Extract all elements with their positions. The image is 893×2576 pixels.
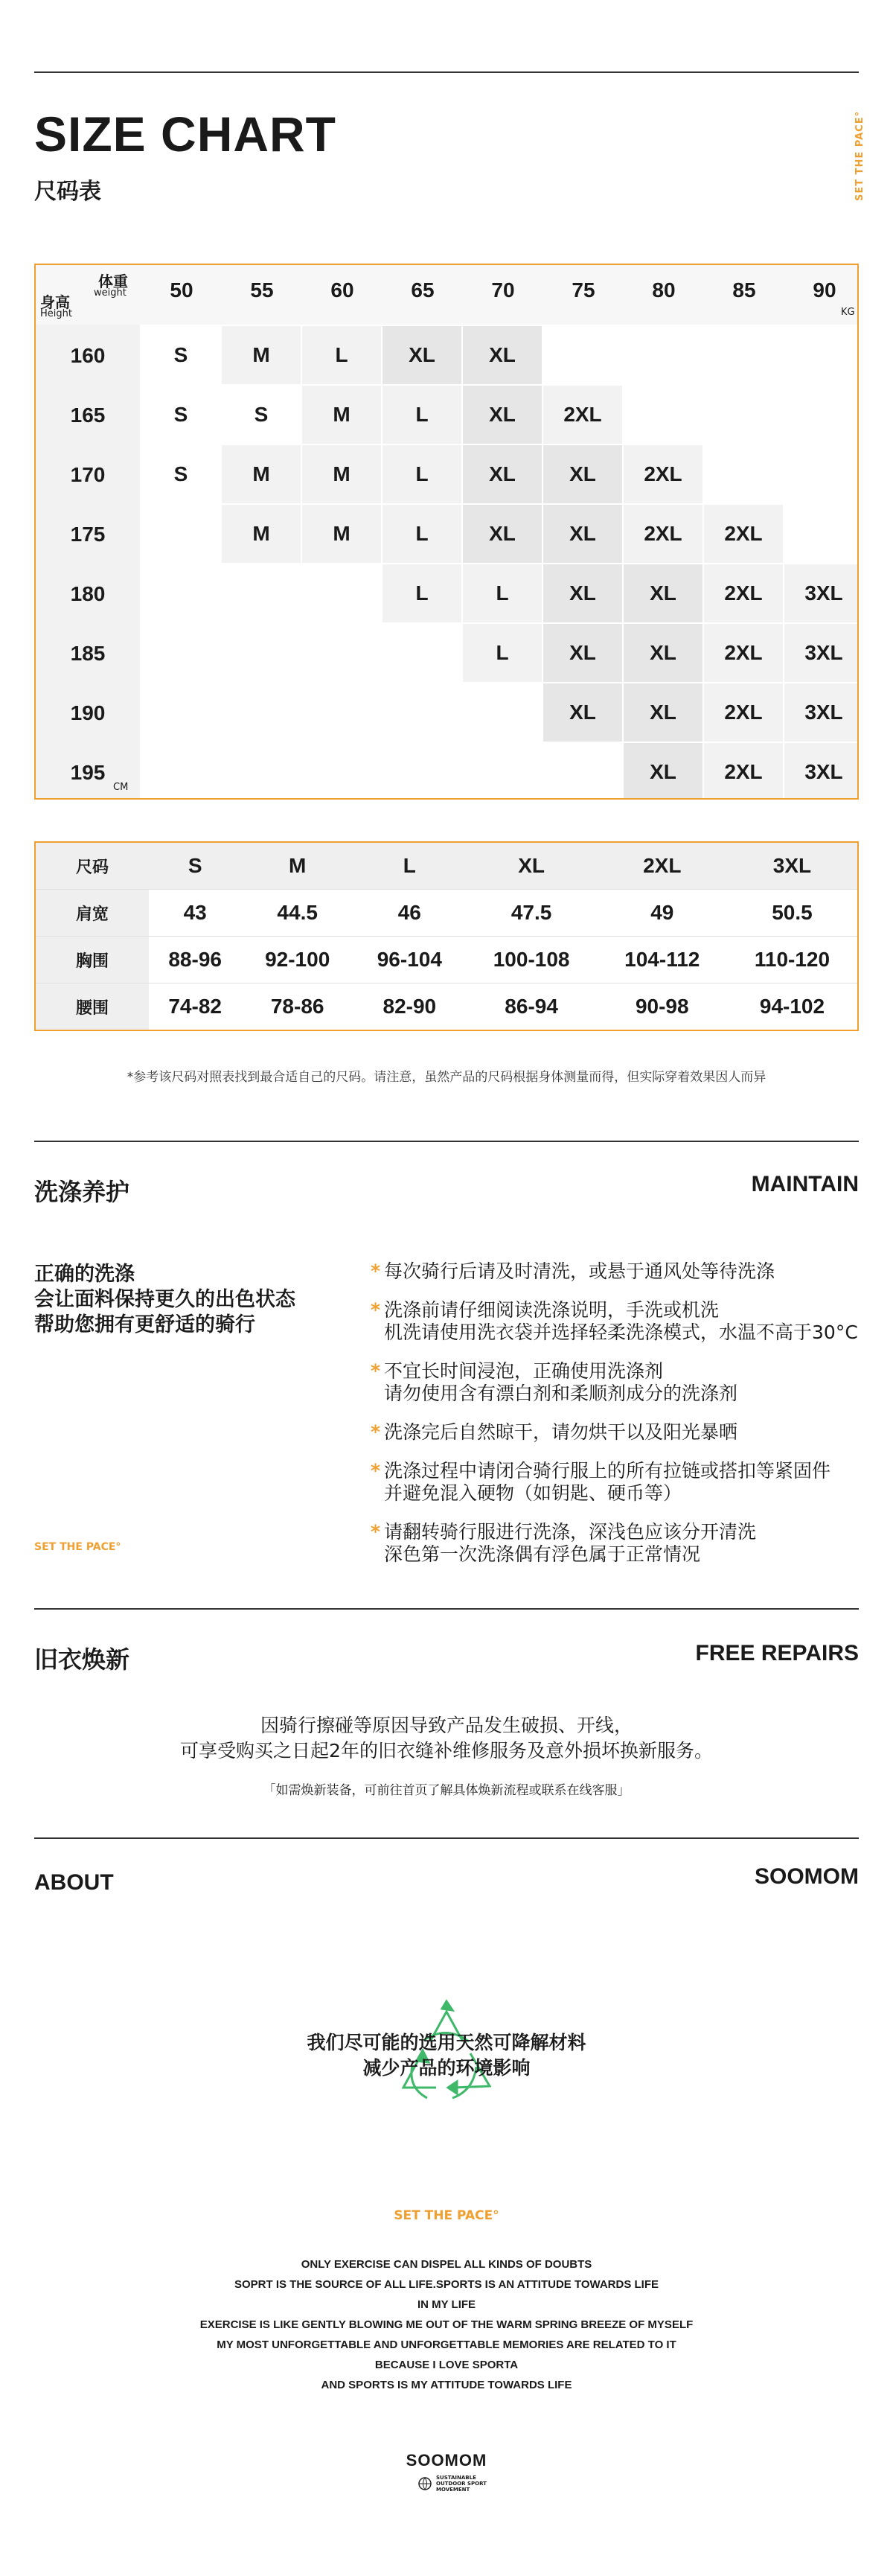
asterisk-icon: * xyxy=(371,1299,381,1321)
about-rule xyxy=(34,1837,859,1839)
size-cell: XL xyxy=(624,624,702,682)
footer-sub-2: OUTDOOR SPORT xyxy=(436,2481,487,2487)
size-cell: 3XL xyxy=(784,624,859,682)
motto-line: EXERCISE IS LIKE GENTLY BLOWING ME OUT OF THE WARM SPRING BREEZE OF MYSELF xyxy=(199,2318,694,2331)
measure-header-cell: L xyxy=(353,842,466,890)
eco-line-2: 减少产品的环境影响 xyxy=(362,2057,531,2079)
corner-height-cn: 身高 xyxy=(40,293,70,311)
measure-row xyxy=(35,983,858,1031)
care-item-text: 请翻转骑行服进行洗涤，深浅色应该分开清洗 深色第一次洗涤偶有浮色属于正常情况 xyxy=(384,1521,757,1565)
size-cell: S xyxy=(141,326,220,384)
weight-label: 60 xyxy=(330,278,354,302)
motto-line: ONLY EXERCISE CAN DISPEL ALL KINDS OF DOUBTS xyxy=(301,2258,592,2271)
footer-logo xyxy=(418,2475,487,2493)
weight-label: 65 xyxy=(411,278,435,302)
size-cell: M xyxy=(222,505,301,563)
globe-icon xyxy=(418,2477,432,2490)
size-cell: 2XL xyxy=(543,386,622,444)
weight-label: 75 xyxy=(572,278,595,302)
size-cell: 2XL xyxy=(704,683,783,742)
measure-cell: 47.5 xyxy=(466,890,598,937)
size-cell: XL xyxy=(543,683,622,742)
care-item-text: 每次骑行后请及时清洗，或悬于通风处等待洗涤 xyxy=(384,1260,775,1282)
measure-cell: 50.5 xyxy=(727,890,858,937)
care-item-text: 洗涤完后自然晾干，请勿烘干以及阳光暴晒 xyxy=(384,1421,738,1443)
weight-label: 70 xyxy=(491,278,515,302)
motto-line: BECAUSE I LOVE SPORTA xyxy=(374,2359,519,2371)
care-item xyxy=(371,1521,877,1566)
size-cell: XL xyxy=(463,386,542,444)
measure-cell: 96-104 xyxy=(353,937,466,983)
motto-line: AND SPORTS IS MY ATTITUDE TOWARDS LIFE xyxy=(321,2379,572,2391)
size-cell: 3XL xyxy=(784,564,859,622)
measure-cell: 90-98 xyxy=(598,983,727,1031)
size-cell: L xyxy=(463,564,542,622)
page-subtitle: 尺码表 xyxy=(34,179,101,205)
maintain-title-en: MAINTAIN xyxy=(751,1172,859,1196)
height-label: 165 xyxy=(70,404,106,427)
measure-cell: 92-100 xyxy=(241,937,353,983)
measure-row-label: 胸围 xyxy=(35,937,149,983)
footer-sub-3: MOVEMENT xyxy=(436,2487,470,2493)
measure-cell: 49 xyxy=(598,890,727,937)
size-cell: S xyxy=(222,386,301,444)
measure-header-cell: 3XL xyxy=(727,842,858,890)
measure-cell: 43 xyxy=(149,890,241,937)
weight-unit: KG xyxy=(841,307,855,318)
size-cell: XL xyxy=(463,445,542,503)
repairs-line-2: 可享受购买之日起2年的旧衣缝补维修服务及意外损坏换新服务。 xyxy=(180,1740,713,1762)
corner-weight-cn: 体重 xyxy=(98,272,128,290)
height-label: 170 xyxy=(70,463,106,486)
care-item xyxy=(371,1421,877,1444)
measure-cell: 94-102 xyxy=(727,983,858,1031)
size-cell: XL xyxy=(463,505,542,563)
maintain-title-cn: 洗涤养护 xyxy=(34,1178,130,1206)
size-cell: XL xyxy=(543,445,622,503)
about-title: ABOUT xyxy=(34,1870,114,1895)
measure-cell: 104-112 xyxy=(598,937,727,983)
eco-line-1: 我们尽可能的选用天然可降解材料 xyxy=(307,2032,586,2053)
measure-cell: 46 xyxy=(353,890,466,937)
size-cell: 2XL xyxy=(704,564,783,622)
size-cell: L xyxy=(463,624,542,682)
height-label: 160 xyxy=(70,344,106,367)
corner-height-en: Height xyxy=(40,308,72,319)
care-item xyxy=(371,1360,877,1405)
care-item-text: 洗涤前请仔细阅读洗涤说明，手洗或机洗 机洗请使用洗衣袋并选择轻柔洗涤模式，水温不高于30°C xyxy=(384,1299,858,1343)
weight-label: 90 xyxy=(813,278,836,302)
weight-label: 85 xyxy=(732,278,756,302)
size-cell: M xyxy=(222,326,301,384)
motto-line: SOPRT IS THE SOURCE OF ALL LIFE.SPORTS IS AN ATTITUDE TOWARDS LIFE xyxy=(234,2278,659,2291)
maintain-intro xyxy=(34,1262,295,1338)
motto-line: IN MY LIFE xyxy=(417,2298,476,2311)
measure-header-cell: 2XL xyxy=(598,842,727,890)
measure-header-cell: M xyxy=(241,842,353,890)
maintain-rule xyxy=(34,1141,859,1142)
repairs-rule xyxy=(34,1608,859,1610)
measure-row-label: 肩宽 xyxy=(35,890,149,937)
height-label: 185 xyxy=(70,642,106,665)
size-cell: 2XL xyxy=(704,624,783,682)
size-cell: L xyxy=(383,505,461,563)
size-cell: 2XL xyxy=(704,505,783,563)
height-column xyxy=(36,325,140,800)
measure-cell: 82-90 xyxy=(353,983,466,1031)
care-item-text: 不宜长时间浸泡，正确使用洗涤剂 请勿使用含有漂白剂和柔顺剂成分的洗涤剂 xyxy=(384,1360,738,1404)
size-cell: XL xyxy=(383,326,461,384)
weight-label: 80 xyxy=(652,278,676,302)
measure-cell: 74-82 xyxy=(149,983,241,1031)
size-cell: XL xyxy=(543,624,622,682)
asterisk-icon: * xyxy=(371,1521,381,1543)
repairs-title-cn: 旧衣焕新 xyxy=(34,1645,130,1674)
size-note: *参考该尺码对照表找到最合适自己的尺码。请注意，虽然产品的尺码根据身体测量而得，但实际穿着效果因人而异 xyxy=(127,1070,766,1085)
measure-cell: 78-86 xyxy=(241,983,353,1031)
size-cell: XL xyxy=(624,743,702,800)
size-grid xyxy=(34,264,859,800)
footer-brand: SOOMOM xyxy=(406,2451,487,2470)
motto-line: MY MOST UNFORGETTABLE AND UNFORGETTABLE MEMORIES ARE RELATED TO IT xyxy=(217,2339,676,2351)
care-item-text: 洗涤过程中请闭合骑行服上的所有拉链或搭扣等紧固件 并避免混入硬物（如钥匙、硬币等） xyxy=(384,1460,831,1504)
care-item xyxy=(371,1299,877,1344)
size-cell: L xyxy=(383,445,461,503)
size-cell: 2XL xyxy=(704,743,783,800)
measure-cell: 100-108 xyxy=(466,937,598,983)
measure-header-cell: XL xyxy=(466,842,598,890)
size-cell: L xyxy=(383,386,461,444)
care-list xyxy=(371,1260,877,1582)
repairs-line-1: 因骑行擦碰等原因导致产品发生破损、开线， xyxy=(260,1715,633,1736)
size-cell: L xyxy=(383,564,461,622)
size-cell: 3XL xyxy=(784,743,859,800)
asterisk-icon: * xyxy=(371,1460,381,1482)
side-tag: SET THE PACE° xyxy=(854,110,865,201)
size-cell: XL xyxy=(624,564,702,622)
care-item xyxy=(371,1260,877,1283)
size-cell: S xyxy=(141,445,220,503)
measure-row xyxy=(35,937,858,983)
size-cell: 3XL xyxy=(784,683,859,742)
height-label: 175 xyxy=(70,523,106,546)
size-cell: M xyxy=(222,445,301,503)
height-label: 195 xyxy=(70,761,106,784)
measure-header-cell: 尺码 xyxy=(35,842,149,890)
weight-label: 50 xyxy=(170,278,193,302)
height-unit: CM xyxy=(113,782,129,793)
page-title: SIZE CHART xyxy=(34,106,336,162)
measure-header-row xyxy=(35,842,858,890)
maintain-intro-line: 正确的洗涤 xyxy=(34,1263,135,1286)
measure-cell: 86-94 xyxy=(466,983,598,1031)
motto-block xyxy=(0,2254,893,2395)
weight-label: 55 xyxy=(250,278,274,302)
about-tag: SET THE PACE° xyxy=(394,2208,499,2223)
size-cell: XL xyxy=(543,505,622,563)
size-cell: XL xyxy=(543,564,622,622)
size-cell: M xyxy=(302,505,381,563)
measure-row-label: 腰围 xyxy=(35,983,149,1031)
height-label: 190 xyxy=(70,701,106,724)
measure-header-cell: S xyxy=(149,842,241,890)
about-brand: SOOMOM xyxy=(755,1864,859,1889)
asterisk-icon: * xyxy=(371,1421,381,1443)
care-item xyxy=(371,1460,877,1505)
asterisk-icon: * xyxy=(371,1360,381,1382)
size-cell: M xyxy=(302,386,381,444)
size-cell: 2XL xyxy=(624,445,702,503)
measure-row xyxy=(35,890,858,937)
maintain-intro-line: 帮助您拥有更舒适的骑行 xyxy=(34,1313,255,1336)
size-cell: L xyxy=(302,326,381,384)
size-cell: M xyxy=(302,445,381,503)
size-cell: 2XL xyxy=(624,505,702,563)
measure-cell: 88-96 xyxy=(149,937,241,983)
measurement-table xyxy=(34,841,859,1031)
height-label: 180 xyxy=(70,582,106,605)
corner-weight-en: weight xyxy=(94,287,127,299)
top-rule xyxy=(34,71,859,73)
maintain-tag: SET THE PACE° xyxy=(34,1541,121,1553)
repairs-line-3: 「如需焕新装备，可前往首页了解具体焕新流程或联系在线客服」 xyxy=(263,1783,630,1798)
asterisk-icon: * xyxy=(371,1260,381,1282)
footer-sub-1: SUSTAINABLE xyxy=(436,2475,476,2481)
measure-cell: 110-120 xyxy=(727,937,858,983)
maintain-intro-line: 会让面料保持更久的出色状态 xyxy=(34,1288,295,1311)
size-cell: XL xyxy=(624,683,702,742)
measure-cell: 44.5 xyxy=(241,890,353,937)
size-cell: XL xyxy=(463,326,542,384)
size-cell: S xyxy=(141,386,220,444)
repairs-title-en: FREE REPAIRS xyxy=(695,1641,859,1665)
